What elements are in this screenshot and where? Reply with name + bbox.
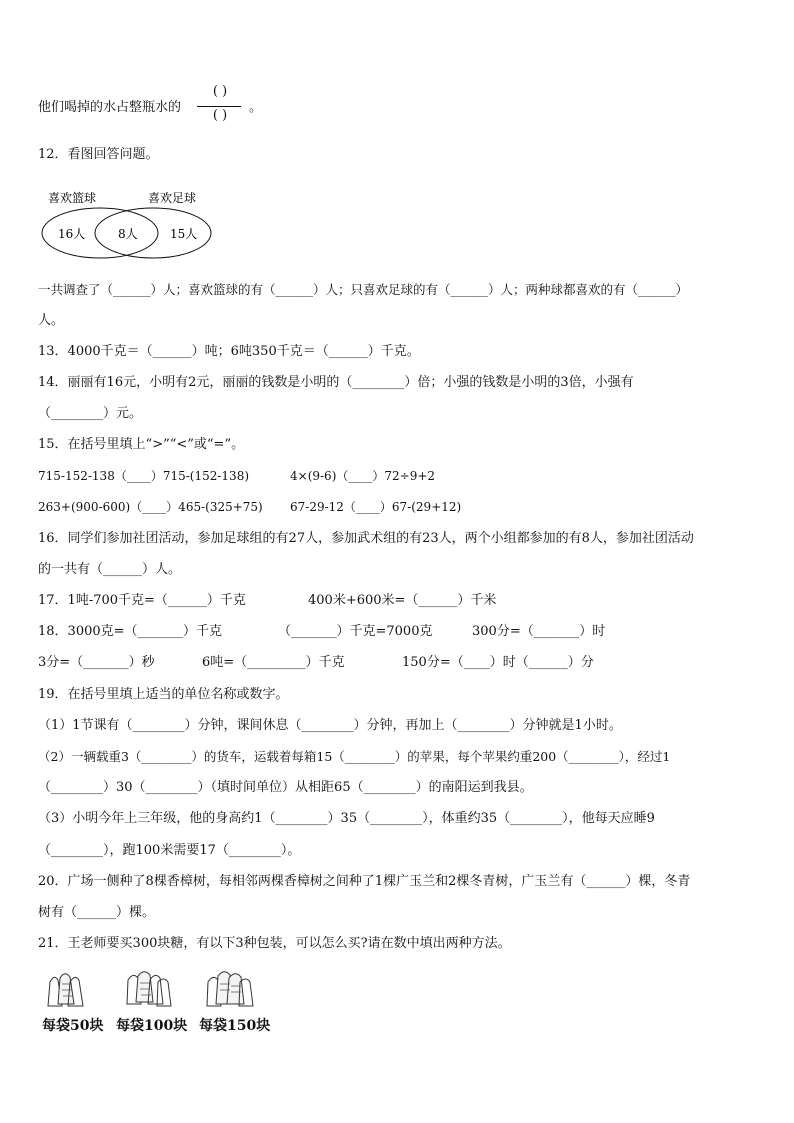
bag-label-150: 每袋150块 xyxy=(199,1018,271,1034)
q18-c: 300分=（_______）时 xyxy=(472,624,606,639)
fraction-bar xyxy=(197,106,241,107)
q16-line2: 的一共有（______）人。 xyxy=(38,562,182,577)
q19-part2-line1: （2）一辆载重3（________）的货车，运载着每箱15（________）的苹果，每个苹果约重200（________），经过1 xyxy=(38,749,671,764)
venn-both: 8人 xyxy=(118,227,138,241)
q20-line2: 树有（______）棵。 xyxy=(38,905,156,920)
q11-tail: 他们喝掉的水占整瓶水的 xyxy=(38,100,182,115)
q11-fraction-blank[interactable] xyxy=(193,84,247,130)
fraction-denominator: ( ) xyxy=(212,108,228,123)
fraction-numerator: ( ) xyxy=(212,84,228,99)
candy-bag-50-icon xyxy=(44,968,88,1010)
candy-bag-150-icon xyxy=(204,968,256,1010)
q17-a: 17．1吨-700千克=（______）千克 xyxy=(38,593,246,608)
q15-a: 715-152-138（____）715-(152-138) xyxy=(38,469,250,483)
q12-title: 12．看图回答问题。 xyxy=(38,147,159,162)
q18-d: 3分=（_______）秒 xyxy=(38,655,155,670)
q12-question-line2: 人。 xyxy=(38,313,65,328)
q15-title: 15．在括号里填上“>”“<”或“=”。 xyxy=(38,437,245,452)
bag-label-100: 每袋100块 xyxy=(116,1018,188,1034)
venn-left-only: 16人 xyxy=(58,227,86,241)
q19-title: 19．在括号里填上适当的单位名称或数字。 xyxy=(38,687,289,702)
q15-c: 263+(900-600)（____）465-(325+75) xyxy=(38,500,263,514)
venn-diagram xyxy=(38,186,218,268)
q15-d: 67-29-12（____）67-(29+12) xyxy=(290,500,462,514)
q14-line1: 14．丽丽有16元，小明有2元，丽丽的钱数是小明的（________）倍；小强的钱数是小明的3倍，小强有 xyxy=(38,375,634,390)
q17-b: 400米+600米=（______）千米 xyxy=(308,593,497,608)
venn-right-label: 喜欢足球 xyxy=(148,191,197,205)
q18-e: 6吨=（_________）千克 xyxy=(202,655,345,670)
q18-f: 150分=（____）时（______）分 xyxy=(402,655,594,670)
q13: 13．4000千克＝（______）吨；6吨350千克＝（______）千克。 xyxy=(38,344,420,359)
q18-a: 18．3000克=（_______）千克 xyxy=(38,624,223,639)
venn-left-label: 喜欢篮球 xyxy=(48,191,97,205)
q16-line1: 16．同学们参加社团活动，参加足球组的有27人，参加武术组的有23人，两个小组都参加的有8人，参加社团活动 xyxy=(38,531,694,546)
candy-bag-100-icon xyxy=(124,968,174,1010)
q20-line1: 20．广场一侧种了8棵香樟树，每相邻两棵香樟树之间种了1棵广玉兰和2棵冬青树，广玉兰有（______）棵，冬青 xyxy=(38,874,691,889)
q19-part3-line2: （________），跑100米需要17（________）。 xyxy=(38,843,301,858)
bag-label-50: 每袋50块 xyxy=(42,1018,104,1034)
q14-line2: （________）元。 xyxy=(38,406,143,421)
venn-right-only: 15人 xyxy=(170,227,198,241)
q19-part2-line2: （________）30（________）（填时间单位）从相距65（________）的南阳运到我县。 xyxy=(38,780,533,795)
q21-title: 21．王老师要买300块糖，有以下3种包装，可以怎么买?请在数中填出两种方法。 xyxy=(38,936,511,951)
q11-end: 。 xyxy=(249,100,263,115)
q19-part1: （1）1节课有（________）分钟，课间休息（________）分钟，再加上（________）分钟就是1小时。 xyxy=(38,718,622,733)
q19-part3-line1: （3）小明今年上三年级，他的身高约1（________）35（________），体重约35（________），他每天应睡9 xyxy=(38,811,655,826)
q15-b: 4×(9-6)（____）72÷9+2 xyxy=(290,469,436,483)
q12-question-line1: 一共调查了（______）人；喜欢篮球的有（______）人；只喜欢足球的有（______）人；两种球都喜欢的有（______） xyxy=(38,282,689,297)
q18-b: （_______）千克=7000克 xyxy=(278,624,433,639)
